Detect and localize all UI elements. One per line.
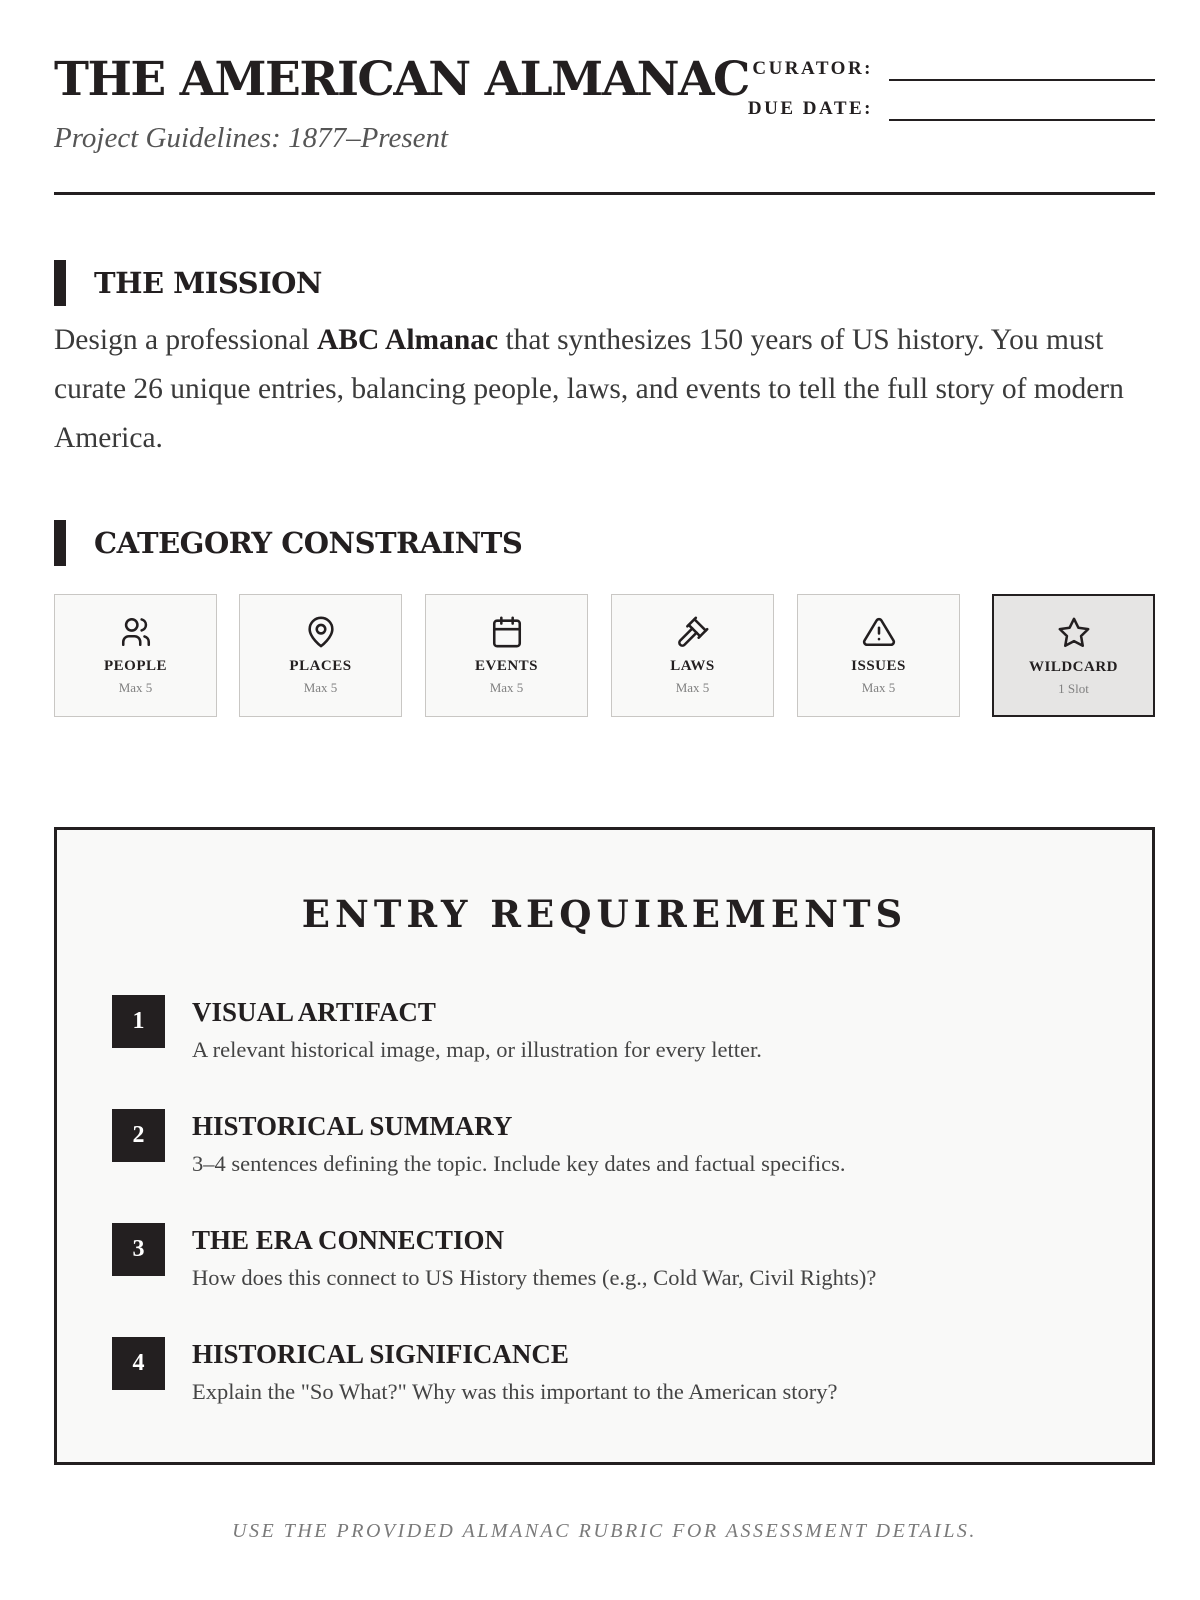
mission-text-bold: ABC Almanac: [316, 324, 499, 356]
mission-text-end: that synthesizes 150 years of US history. You must curate 26 unique entries, balancing people, laws, and events to tell the full story of modern America.: [54, 324, 1124, 454]
constraints-heading: [54, 520, 754, 566]
category-name: WILDCARD: [1028, 659, 1118, 675]
star-icon: [1057, 616, 1091, 650]
requirement-item: [112, 1223, 1092, 1303]
gavel-icon: [676, 615, 710, 649]
heading-accent-bar: [54, 520, 66, 566]
requirement-item: [112, 995, 1092, 1075]
category-name: LAWS: [670, 658, 715, 674]
due-date-label: DUE DATE:: [747, 98, 873, 119]
constraints-heading-label: CATEGORY CONSTRAINTS: [94, 526, 523, 560]
due-date-blank-line[interactable]: [889, 119, 1155, 121]
requirement-heading: HISTORICAL SUMMARY: [192, 1111, 513, 1141]
page-title: THE AMERICAN ALMANAC: [54, 52, 749, 107]
category-limit: Max 5: [861, 680, 896, 695]
requirement-number: 3: [112, 1223, 165, 1276]
category-name: PLACES: [289, 658, 352, 674]
category-card-issues: [797, 594, 960, 717]
category-card-places: [239, 594, 402, 717]
requirement-heading: THE ERA CONNECTION: [192, 1225, 505, 1255]
people-icon: [119, 615, 153, 649]
category-card-people: [54, 594, 217, 717]
map-pin-icon: [304, 615, 338, 649]
mission-text-start: Design a professional: [54, 324, 317, 356]
curator-label: CURATOR:: [752, 58, 873, 79]
mission-heading: [54, 260, 754, 306]
category-card-wildcard: [992, 594, 1155, 717]
requirement-number: 1: [112, 995, 165, 1048]
requirement-heading: VISUAL ARTIFACT: [192, 997, 436, 1027]
category-name: EVENTS: [474, 658, 539, 674]
category-limit: Max 5: [303, 680, 338, 695]
requirement-item: [112, 1109, 1092, 1189]
curator-blank-line[interactable]: [889, 79, 1155, 81]
calendar-icon: [490, 615, 524, 649]
requirement-description: How does this connect to US History themes (e.g., Cold War, Civil Rights)?: [192, 1265, 877, 1290]
requirement-item: [112, 1337, 1092, 1417]
category-card-laws: [611, 594, 774, 717]
requirement-heading: HISTORICAL SIGNIFICANCE: [192, 1339, 569, 1369]
heading-accent-bar: [54, 260, 66, 306]
requirement-description: Explain the "So What?" Why was this important to the American story?: [192, 1379, 838, 1404]
requirements-title: ENTRY REQUIREMENTS: [301, 892, 908, 936]
category-limit: 1 Slot: [1058, 681, 1089, 696]
category-limit: Max 5: [675, 680, 710, 695]
due-date-field: [735, 94, 1155, 124]
mission-text: [54, 316, 1155, 463]
requirement-description: 3–4 sentences defining the topic. Include key dates and factual specifics.: [192, 1151, 846, 1176]
entry-requirements-box: [54, 827, 1155, 1465]
header: [54, 52, 1155, 195]
warning-icon: [862, 615, 896, 649]
requirement-number: 2: [112, 1109, 165, 1162]
page-subtitle: Project Guidelines: 1877–Present: [54, 122, 449, 154]
category-limit: Max 5: [489, 680, 524, 695]
category-limit: Max 5: [118, 680, 153, 695]
requirement-description: A relevant historical image, map, or illustration for every letter.: [192, 1037, 762, 1062]
category-name: PEOPLE: [103, 658, 167, 674]
mission-heading-label: THE MISSION: [94, 266, 322, 300]
category-name: ISSUES: [851, 658, 906, 674]
curator-field: [735, 54, 1155, 84]
guidelines-page: [54, 0, 1155, 1600]
category-cards: [54, 594, 1155, 720]
footer-note: USE THE PROVIDED ALMANAC RUBRIC FOR ASSESSMENT DETAILS.: [232, 1520, 977, 1542]
category-card-events: [425, 594, 588, 717]
requirement-number: 4: [112, 1337, 165, 1390]
